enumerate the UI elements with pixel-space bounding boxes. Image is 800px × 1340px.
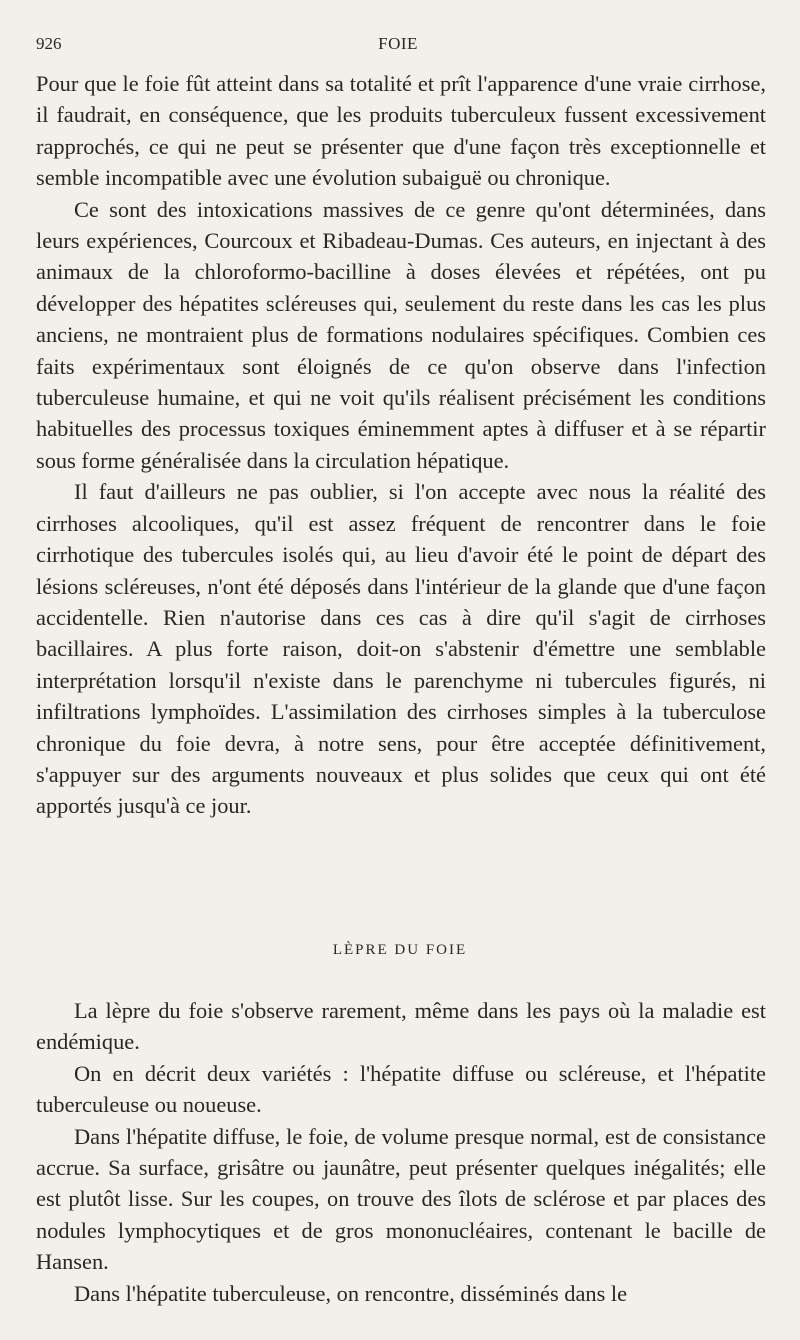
section-paragraph-2: On en décrit deux variétés : l'hépatite diffuse ou scléreuse, et l'hépatite tuberculeuse ou noueuse.	[36, 1060, 766, 1118]
page-header	[36, 34, 760, 58]
section-text	[36, 995, 766, 1309]
page-number: 926	[36, 34, 62, 53]
section-heading: LÈPRE DU FOIE	[332, 942, 468, 958]
paragraph-3: Il faut d'ailleurs ne pas oublier, si l'on accepte avec nous la réalité des cirrhoses alcooliques, qu'il est assez fréquent de rencontrer dans le foie cirrhotique des tubercules isolés qui, au lieu d'avoir été le point de départ des lésions scléreuses, n'ont été déposés dans l'intérieur de la glande que d'une façon accidentelle. Rien n'autorise dans ces cas à dire qu'il s'agit de cirrhoses bacillaires. A plus forte raison, doit-on s'abstenir d'émettre une semblable interprétation lorsqu'il n'existe dans le parenchyme ni tubercules figurés, ni infiltrations lymphoïdes. L'assimilation des cirrhoses simples à la tuberculose chronique du foie devra, à notre sens, pour être acceptée définitivement, s'appuyer sur des arguments nouveaux et plus solides que ceux qui ont été apportés jusqu'à ce jour.	[36, 479, 766, 819]
section-paragraph-4: Dans l'hépatite tuberculeuse, on rencontre, disséminés dans le	[74, 1280, 628, 1306]
paragraph-1: Pour que le foie fût atteint dans sa totalité et prît l'apparence d'une vraie cirrhose, il faudrait, en conséquence, que les produits tuberculeux fussent excessivement rapprochés, ce qui ne peut se présenter que d'une façon très exceptionnelle et semble incompatible avec une évolution subaiguë ou chronique.	[36, 71, 766, 191]
running-title: FOIE	[378, 34, 418, 53]
section-paragraph-1: La lèpre du foie s'observe rarement, même dans les pays où la maladie est endémique.	[36, 998, 766, 1055]
paragraph-2: Ce sont des intoxications massives de ce genre qu'ont déterminées, dans leurs expériences, Courcoux et Ribadeau-Dumas. Ces auteurs, en injectant à des animaux de la chloroformo-bacilline à doses élevées et répétées, ont pu développer des hépatites scléreuses qui, seulement du reste dans les cas les plus anciens, ne montraient plus de formations nodulaires spécifiques. Combien ces faits expérimentaux sont éloignés de ce qu'on observe dans l'infection tuberculeuse humaine, et qui ne voit qu'ils réalisent précisément les conditions habituelles des processus toxiques éminemment aptes à diffuser et à se répartir sous forme généralisée dans la circulation hépatique.	[36, 196, 766, 473]
section-paragraph-3: Dans l'hépatite diffuse, le foie, de volume presque normal, est de consistance accrue. Sa surface, grisâtre ou jaunâtre, peut présenter quelques inégalités; elle est plutôt lisse. Sur les coupes, on trouve des îlots de sclérose et par places des nodules lymphocytiques et de gros mononucléaires, contenant le bacille de Hansen.	[36, 1123, 766, 1275]
main-text	[36, 68, 766, 822]
